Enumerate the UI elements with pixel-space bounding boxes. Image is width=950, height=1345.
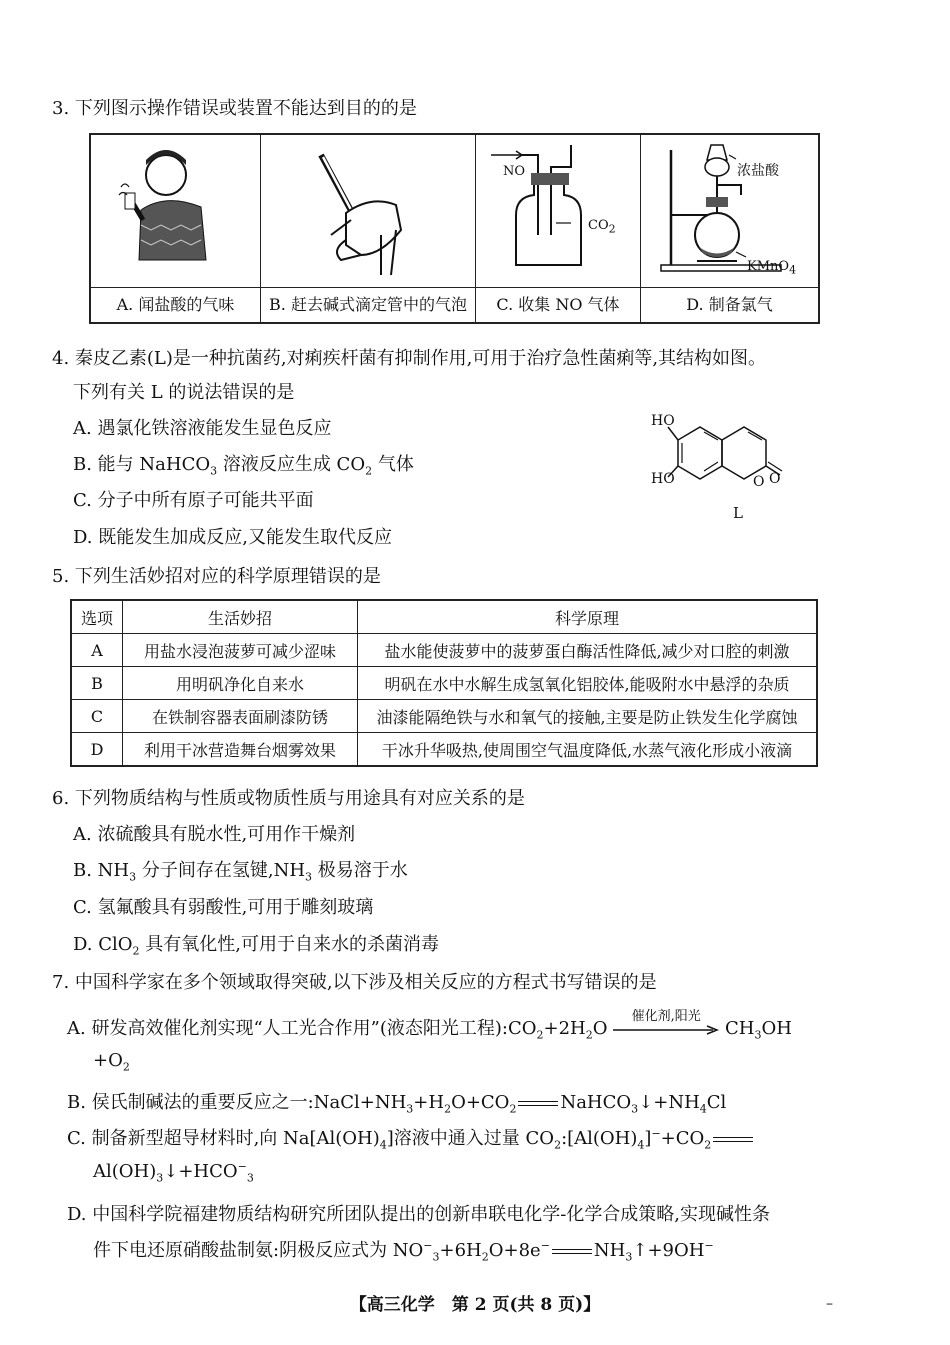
figure-a bbox=[91, 135, 261, 322]
figure-c-art bbox=[476, 135, 640, 287]
row-a-option: A bbox=[71, 634, 123, 667]
q5-table bbox=[70, 599, 818, 767]
header-principle: 科学原理 bbox=[358, 600, 818, 634]
reaction-arrow bbox=[613, 1009, 719, 1039]
q6-option-b: B. $NH_3$ 分子间存在氢键$,NH_3$ 极易溶于水 bbox=[73, 860, 408, 884]
q4-stem-line1: 4. 秦皮乙素(L)是一种抗菌药,对痢疾杆菌有抑制作用,可用于治疗急性菌痢等,其结构如图。 bbox=[52, 348, 767, 369]
figure-a-caption: A. 闻盐酸的气味 bbox=[91, 287, 260, 322]
q4-option-a: A. 遇氯化铁溶液能发生显色反应 bbox=[73, 418, 332, 439]
q3-stem: 3. 下列图示操作错误或装置不能达到目的的是 bbox=[52, 98, 417, 119]
table-row bbox=[71, 700, 817, 733]
header-tip: 生活妙招 bbox=[123, 600, 358, 634]
figure-b-caption: B. 赶去碱式滴定管中的气泡 bbox=[261, 287, 475, 322]
q4-option-b: B. 能与 NaHCO$_3$ 溶液反应生成 $CO_2$ 气体 bbox=[73, 454, 414, 478]
row-a-principle: 盐水能使菠萝中的菠萝蛋白酶活性降低,减少对口腔的刺激 bbox=[358, 634, 818, 667]
q4-stem-line2: 下列有关 L 的说法错误的是 bbox=[73, 382, 295, 403]
q7-option-b: B. 侯氏制碱法的重要反应之一$:NaCl+NH_3+H_2O+CO_2$ $NaHCO_3↓+NH_4Cl$ bbox=[67, 1092, 727, 1116]
label-hcl: 浓盐酸 bbox=[737, 163, 779, 179]
q6-option-d: D. ClO$_2$ 具有氧化性,可用于自来水的杀菌消毒 bbox=[73, 934, 439, 958]
table-header-row bbox=[71, 600, 817, 634]
struct-ring-o: O bbox=[753, 474, 765, 490]
q4-option-c: C. 分子中所有原子可能共平面 bbox=[73, 490, 314, 511]
label-kmno4: KMnO$_4$ bbox=[747, 259, 797, 277]
table-row bbox=[71, 733, 817, 767]
figure-d bbox=[641, 135, 818, 322]
q4-option-d: D. 既能发生加成反应,又能发生取代反应 bbox=[73, 527, 392, 548]
q3-figure-table bbox=[89, 133, 820, 324]
q5-stem: 5. 下列生活妙招对应的科学原理错误的是 bbox=[52, 566, 381, 587]
row-b-principle: 明矾在水中水解生成氢氧化铝胶体,能吸附水中悬浮的杂质 bbox=[358, 667, 818, 700]
row-c-tip: 在铁制容器表面刷漆防锈 bbox=[123, 700, 358, 733]
burette-hand-icon bbox=[261, 135, 474, 285]
figure-c-caption: C. 收集 NO 气体 bbox=[476, 287, 640, 322]
figure-a-art bbox=[91, 135, 260, 287]
struct-carbonyl-o: O bbox=[769, 471, 781, 487]
q6-option-a: A. 浓硫酸具有脱水性,可用作干燥剂 bbox=[73, 824, 356, 845]
corner-mark: – bbox=[826, 1296, 833, 1312]
q7-option-d-line1: D. 中国科学院福建物质结构研究所团队提出的创新串联电化学-化学合成策略,实现碱性条 bbox=[67, 1204, 771, 1225]
equals-sign bbox=[552, 1249, 592, 1254]
struct-ho-bottom: HO bbox=[651, 471, 675, 487]
row-d-option: D bbox=[71, 733, 123, 767]
row-d-principle: 干冰升华吸热,使周围空气温度降低,水蒸气液化形成小液滴 bbox=[358, 733, 818, 767]
figure-b-art bbox=[261, 135, 475, 287]
header-option: 选项 bbox=[71, 600, 123, 634]
row-a-tip: 用盐水浸泡菠萝可减少涩味 bbox=[123, 634, 358, 667]
gas-bottle-icon bbox=[476, 135, 639, 285]
row-c-principle: 油漆能隔绝铁与水和氧气的接触,主要是防止铁发生化学腐蚀 bbox=[358, 700, 818, 733]
figure-d-caption: D. 制备氯气 bbox=[641, 287, 818, 322]
row-b-option: B bbox=[71, 667, 123, 700]
label-no: NO bbox=[503, 164, 526, 179]
q7-option-d-line2: 件下电还原硝酸盐制氨:阴极反应式为 $NO^-_3+6H_2O+8e^-$ $NH_3↑+9OH^-$ bbox=[93, 1239, 714, 1264]
label-co2: $CO_2$ bbox=[588, 218, 616, 236]
table-row bbox=[71, 667, 817, 700]
q7-option-a-line2: $+O_2$ bbox=[93, 1050, 130, 1074]
arrow-right-icon bbox=[613, 1025, 719, 1035]
q7-option-c-line2: $Al(OH)_3↓+HCO^-_3$ bbox=[93, 1160, 254, 1185]
figure-b bbox=[261, 135, 476, 322]
row-d-tip: 利用干冰营造舞台烟雾效果 bbox=[123, 733, 358, 767]
q6-option-c: C. 氢氟酸具有弱酸性,可用于雕刻玻璃 bbox=[73, 897, 374, 918]
q7-option-a-line1: A. 研发高效催化剂实现“人工光合作用”(液态阳光工程)$:CO_2+2H_2O$ 催化剂,阳光 $CH_3OH$ bbox=[67, 1014, 792, 1042]
row-b-tip: 用明矾净化自来水 bbox=[123, 667, 358, 700]
smelling-person-icon bbox=[91, 135, 259, 285]
struct-ho-top: HO bbox=[651, 413, 675, 429]
struct-name: L bbox=[733, 504, 743, 522]
equals-sign bbox=[518, 1101, 558, 1106]
q7-option-c-line1: C. 制备新型超导材料时,向 $Na[Al(OH)_4]$溶液中通入过量 $CO_2:[Al(OH)_4]^-+CO_2$ bbox=[67, 1124, 755, 1152]
page-footer: 【高三化学 第 2 页(共 8 页)】 bbox=[349, 1295, 601, 1315]
table-row bbox=[71, 634, 817, 667]
figure-c bbox=[476, 135, 641, 322]
figure-d-art bbox=[641, 135, 818, 287]
q7-stem: 7. 中国科学家在多个领域取得突破,以下涉及相关反应的方程式书写错误的是 bbox=[52, 972, 657, 993]
reaction-condition: 催化剂,阳光 bbox=[631, 1009, 701, 1024]
row-c-option: C bbox=[71, 700, 123, 733]
q6-stem: 6. 下列物质结构与性质或物质性质与用途具有对应关系的是 bbox=[52, 788, 525, 809]
equals-sign bbox=[713, 1137, 753, 1142]
